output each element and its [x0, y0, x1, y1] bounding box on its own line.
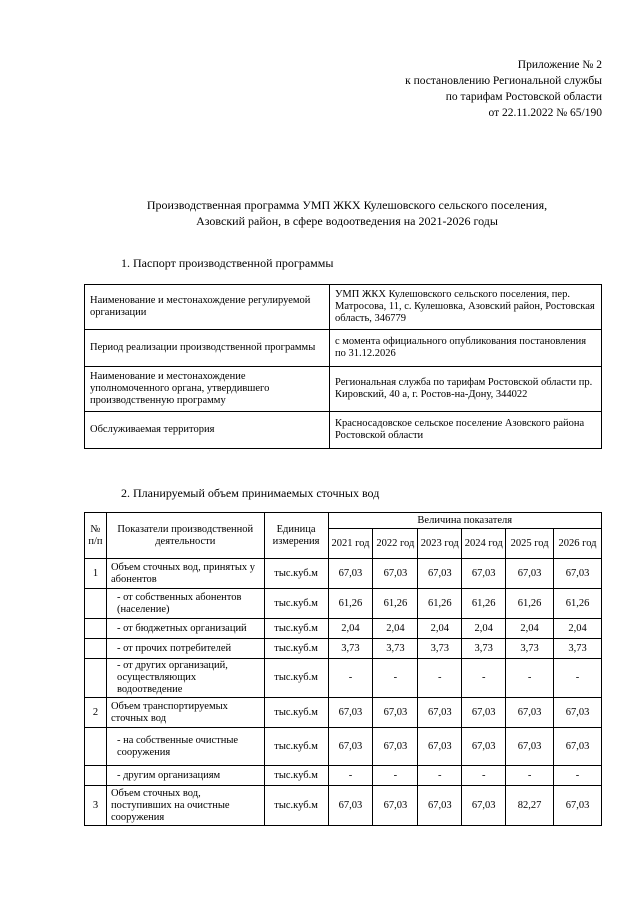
table-row: [85, 728, 602, 766]
unit-cell: тыс.куб.м: [264, 659, 328, 698]
appendix-line: Приложение № 2: [517, 59, 602, 71]
passport-value: с момента официального опубликования постановления по 31.12.2026: [330, 330, 602, 367]
table-row: [85, 619, 602, 639]
table-row: [85, 285, 602, 330]
volume-table: [84, 512, 602, 826]
value-cell: 67,03: [418, 698, 462, 728]
value-cell: 2,04: [373, 619, 418, 639]
value-cell: 67,03: [328, 559, 373, 589]
value-cell: 3,73: [373, 639, 418, 659]
title-line: Азовский район, в сфере водоотведения на 2021-2026 годы: [196, 214, 498, 228]
indicator-name: - другим организациям: [106, 766, 264, 786]
value-cell: 2,04: [418, 619, 462, 639]
value-cell: 3,73: [328, 639, 373, 659]
row-number: [85, 766, 107, 786]
document-title: [0, 197, 640, 229]
passport-label: Обслуживаемая территория: [85, 412, 330, 449]
section-2-title: 2. Планируемый объем принимаемых сточных вод: [121, 486, 380, 500]
indicator-name: - на собственные очистные сооружения: [106, 728, 264, 766]
indicator-name: - от собственных абонентов (население): [106, 589, 264, 619]
row-number: [85, 619, 107, 639]
row-number: [85, 659, 107, 698]
table-row: [85, 412, 602, 449]
value-cell: 67,03: [462, 786, 506, 826]
value-cell: 3,73: [506, 639, 554, 659]
passport-table: [84, 284, 602, 449]
value-cell: 67,03: [328, 698, 373, 728]
passport-value: УМП ЖКХ Кулешовского сельского поселения, пер. Матросова, 11, с. Кулешовка, Азовский район, Ростовская область, 346779: [330, 285, 602, 330]
value-cell: 67,03: [462, 698, 506, 728]
unit-cell: тыс.куб.м: [264, 589, 328, 619]
value-cell: -: [328, 766, 373, 786]
unit-cell: тыс.куб.м: [264, 639, 328, 659]
value-cell: 67,03: [418, 559, 462, 589]
unit-cell: тыс.куб.м: [264, 786, 328, 826]
table-row: [85, 639, 602, 659]
value-cell: 61,26: [462, 589, 506, 619]
value-cell: 61,26: [506, 589, 554, 619]
passport-label: Наименование и местонахождение регулируемой организации: [85, 285, 330, 330]
value-cell: -: [462, 659, 506, 698]
indicator-name: Объем сточных вод, поступивших на очистные сооружения: [106, 786, 264, 826]
value-cell: 82,27: [506, 786, 554, 826]
unit-cell: тыс.куб.м: [264, 559, 328, 589]
appendix-line: по тарифам Ростовской области: [445, 91, 602, 103]
value-cell: -: [373, 659, 418, 698]
value-cell: -: [554, 766, 602, 786]
row-number: 1: [85, 559, 107, 589]
value-cell: 61,26: [418, 589, 462, 619]
value-cell: 67,03: [373, 698, 418, 728]
passport-value: Региональная служба по тарифам Ростовской области пр. Кировский, 40 а, г. Ростов-на-Дону, 344022: [330, 367, 602, 412]
table-row: [85, 330, 602, 367]
value-cell: 67,03: [418, 728, 462, 766]
value-cell: 67,03: [328, 728, 373, 766]
value-cell: 67,03: [418, 786, 462, 826]
col-header-indicator: Показатели производственной деятельности: [106, 513, 264, 559]
col-header-num: № п/п: [85, 513, 107, 559]
row-number: [85, 728, 107, 766]
value-cell: 2,04: [462, 619, 506, 639]
unit-cell: тыс.куб.м: [264, 728, 328, 766]
indicator-name: - от бюджетных организаций: [106, 619, 264, 639]
value-cell: 67,03: [554, 786, 602, 826]
year-header: 2022 год: [373, 529, 418, 559]
value-cell: -: [418, 659, 462, 698]
value-cell: 67,03: [373, 786, 418, 826]
value-cell: 67,03: [554, 698, 602, 728]
col-header-value: Величина показателя: [328, 513, 601, 529]
title-line: Производственная программа УМП ЖКХ Кулешовского сельского поселения,: [146, 198, 548, 212]
value-cell: 67,03: [554, 559, 602, 589]
value-cell: -: [506, 659, 554, 698]
value-cell: 3,73: [462, 639, 506, 659]
passport-value: Красносадовское сельское поселение Азовского района Ростовской области: [330, 412, 602, 449]
value-cell: 67,03: [462, 559, 506, 589]
table-row: [85, 589, 602, 619]
value-cell: 67,03: [506, 728, 554, 766]
row-number: [85, 639, 107, 659]
row-number: 2: [85, 698, 107, 728]
value-cell: 67,03: [328, 786, 373, 826]
passport-label: Наименование и местонахождение уполномоченного органа, утвердившего производственную программу: [85, 367, 330, 412]
value-cell: 61,26: [373, 589, 418, 619]
indicator-name: - от прочих потребителей: [106, 639, 264, 659]
value-cell: 3,73: [418, 639, 462, 659]
appendix-line: от 22.11.2022 № 65/190: [488, 107, 602, 119]
indicator-name: - от других организаций, осуществляющих водоотведение: [106, 659, 264, 698]
passport-label: Период реализации производственной программы: [85, 330, 330, 367]
value-cell: -: [506, 766, 554, 786]
value-cell: 67,03: [462, 728, 506, 766]
value-cell: 61,26: [554, 589, 602, 619]
unit-cell: тыс.куб.м: [264, 619, 328, 639]
value-cell: 67,03: [373, 559, 418, 589]
col-header-unit: Единица измерения: [264, 513, 328, 559]
indicator-name: Объем транспортируемых сточных вод: [106, 698, 264, 728]
table-row: [85, 367, 602, 412]
row-number: [85, 589, 107, 619]
year-header: 2023 год: [418, 529, 462, 559]
row-number: 3: [85, 786, 107, 826]
year-header: 2025 год: [506, 529, 554, 559]
header-row: [85, 513, 602, 529]
value-cell: 2,04: [506, 619, 554, 639]
unit-cell: тыс.куб.м: [264, 698, 328, 728]
year-header: 2021 год: [328, 529, 373, 559]
table-row: [85, 659, 602, 698]
value-cell: -: [418, 766, 462, 786]
value-cell: 2,04: [328, 619, 373, 639]
value-cell: -: [328, 659, 373, 698]
value-cell: -: [554, 659, 602, 698]
indicator-name: Объем сточных вод, принятых у абонентов: [106, 559, 264, 589]
value-cell: -: [462, 766, 506, 786]
value-cell: 67,03: [506, 559, 554, 589]
appendix-line: к постановлению Региональной службы: [405, 75, 602, 87]
value-cell: 67,03: [554, 728, 602, 766]
table-row: [85, 698, 602, 728]
section-1-title: 1. Паспорт производственной программы: [121, 256, 334, 270]
unit-cell: тыс.куб.м: [264, 766, 328, 786]
value-cell: 67,03: [373, 728, 418, 766]
year-header: 2024 год: [462, 529, 506, 559]
value-cell: 61,26: [328, 589, 373, 619]
value-cell: 67,03: [506, 698, 554, 728]
year-header: 2026 год: [554, 529, 602, 559]
table-row: [85, 786, 602, 826]
value-cell: 3,73: [554, 639, 602, 659]
value-cell: -: [373, 766, 418, 786]
appendix-header: [405, 57, 602, 121]
value-cell: 2,04: [554, 619, 602, 639]
table-row: [85, 559, 602, 589]
table-row: [85, 766, 602, 786]
